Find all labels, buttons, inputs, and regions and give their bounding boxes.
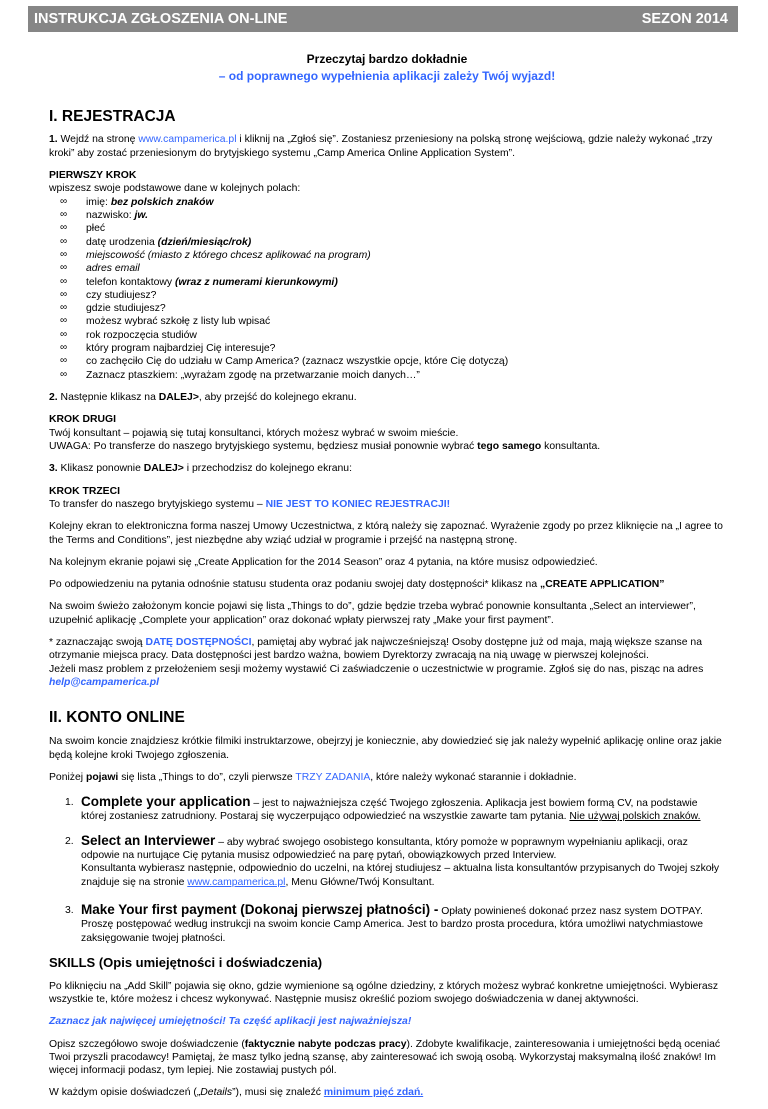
things-to-do-paragraph: Na swoim świeżo założonym koncie pojawi się lista „Things to do”, gdzie będzie trzeba wybrać ponownie konsultanta „Select an interviewer”, uzupełnić aplikację „Complete your application” oraz dokonać wpłaty pierwszej raty „Make your first payment”. bbox=[49, 601, 696, 626]
campamerica-link[interactable]: www.campamerica.pl bbox=[138, 134, 237, 146]
skills-description: Opisz szczegółowo swoje doświadczenie (faktycznie nabyte podczas pracy). Zdobyte kwalifikacje, zainteresowania i umiejętności będą oceniać Twoi przyszli pracodawcy! Pamiętaj, że masz tylko jedną szansę, aby zainteresować ich swoją osobą. Wykorzystaj maksymalną ilość znaków! Im więcej informacji podasz, tym lepiej. Nie zostawiaj pustych pól. bbox=[49, 1038, 721, 1077]
list-item: ∞ datę urodzenia (dzień/miesiąc/rok) bbox=[49, 236, 725, 249]
intro bbox=[49, 51, 725, 85]
things-to-do-intro: Poniżej pojawi się lista „Things to do”, czyli pierwsze TRZY ZADANIA, które należy wykonać starannie i dokładnie. bbox=[49, 771, 577, 783]
skills-title: SKILLS (Opis umiejętności i doświadczenia) bbox=[49, 954, 323, 970]
document-body bbox=[49, 44, 725, 1109]
list-item: ∞ imię: bez polskich znaków bbox=[49, 196, 725, 209]
krok-2-heading: KROK DRUGI bbox=[49, 414, 116, 426]
section-title-online-account: II. KONTO ONLINE bbox=[49, 709, 185, 727]
krok-3-block: KROK TRZECI To transfer do naszego brytyjskiego systemu – NIE JEST TO KONIEC REJESTRACJI! bbox=[49, 485, 725, 512]
list-item: ∞ rok rozpoczęcia studiów bbox=[49, 329, 725, 342]
krok-2-block: KROK DRUGI Twój konsultant – pojawią się tutaj konsultanci, których możesz wybrać w swoim mieście. UWAGA: Po transferze do naszego brytyjskiego systemu, będziesz musiał ponownie wybrać tego samego konsultanta. bbox=[49, 413, 725, 453]
create-application-paragraph: Na kolejnym ekranie pojawi się „Create Application for the 2014 Season” oraz 4 pytania, na które musisz odpowiedzieć. bbox=[49, 556, 598, 568]
list-item: ∞ telefon kontaktowy (wraz z numerami kierunkowymi) bbox=[49, 276, 725, 289]
skills-intro: Po kliknięciu na „Add Skill” pojawia się okno, gdzie wymienione są ogólne dziedziny, z których możesz wybrać konkretne umiejętności. Wybierasz wszystkie te, które możesz i chcesz wykonywać. Następnie musisz określić poziom swojego doświadczenia w danej aktywności. bbox=[49, 980, 719, 1005]
campamerica-link[interactable]: www.campamerica.pl bbox=[187, 876, 286, 888]
registration-step-3: 3. Klikasz ponownie DALEJ> i przechodzisz do kolejnego ekranu: bbox=[49, 463, 352, 475]
task-first-payment: 3. Make Your first payment (Dokonaj pierwszej płatności) - Opłaty powinieneś dokonać przez nasz system DOTPAY. Proszę postępować według instrukcji na swoim koncie Camp America. Jest to bardzo prosta procedura, która umożliwi natychmiastowe zaksięgowanie twojej płatności. bbox=[65, 902, 703, 944]
list-item: ∞ czy studiujesz? bbox=[49, 289, 725, 302]
list-item: ∞ który program najbardziej Cię interesuje? bbox=[49, 342, 725, 355]
task-complete-application: 1. Complete your application – jest to najważniejsza część Twojego zgłoszenia. Aplikacja jest bowiem formą CV, na podstawie której zostaniesz zatrudniony. Postaraj się wyczerpująco odpowiedzieć na wszystkie zawarte tam pytania. Nie używaj polskich znaków. bbox=[65, 794, 701, 823]
krok-1-heading: PIERWSZY KROK bbox=[49, 170, 137, 182]
terms-paragraph: Kolejny ekran to elektroniczna forma naszej Umowy Uczestnictwa, z którą należy się zapoznać. Wyrażenie zgody po przez kliknięcie na „I agree to the Terms and Conditions”, jest niezbędne aby wziąć udział w programie i przejść na następną stronę. bbox=[49, 521, 723, 546]
skills-highlight: Zaznacz jak najwięcej umiejętności! Ta część aplikacji jest najważniejsza! bbox=[49, 1016, 412, 1028]
availability-note: * zaznaczając swoją DATĘ DOSTĘPNOŚCI, pamiętaj aby wybrać jak najwcześniejszą! Osoby dostępne już od maja, mają większe szanse na otrzymanie miejsca pracy. Data dostępności jest bardzo ważna, bowiem Dyrektorzy zwracają na nią uwagę w pierwszej kolejności. Jeżeli masz problem z przełożeniem sesji możemy wystawić Ci zaświadczenie o uczestnictwie w programie. Zgłoś się do nas, pisząc na adres help@campamerica.pl bbox=[49, 637, 704, 689]
list-item: ∞ płeć bbox=[49, 222, 725, 235]
list-item: ∞ Zaznacz ptaszkiem: „wyrażam zgodę na przetwarzanie moich danych…” bbox=[49, 369, 725, 382]
list-item: ∞ co zachęciło Cię do udziału w Camp America? (zaznacz wszystkie opcje, które Cię dotyczą) bbox=[49, 355, 725, 368]
intro-line-2: – od poprawnego wypełnienia aplikacji zależy Twój wyjazd! bbox=[218, 68, 556, 83]
field-list bbox=[49, 196, 725, 382]
skills-minimum: W każdym opisie doświadczeń („Details”), musi się znaleźć minimum pięć zdań. bbox=[49, 1087, 424, 1099]
list-item: ∞ miejscowość (miasto z którego chcesz aplikować na program) bbox=[49, 249, 725, 262]
help-email-link[interactable]: help@campamerica.pl bbox=[49, 677, 160, 689]
krok-1-intro: wpiszesz swoje podstawowe dane w kolejnych polach: bbox=[49, 183, 301, 195]
list-item: ∞ gdzie studiujesz? bbox=[49, 302, 725, 315]
student-status-paragraph: Po odpowiedzeniu na pytania odnośnie statusu studenta oraz podaniu swojej daty dostępności* klikasz na „CREATE APPLICATION” bbox=[49, 579, 665, 591]
warning-text: NIE JEST TO KONIEC REJESTRACJI! bbox=[265, 498, 451, 510]
list-item: ∞ adres email bbox=[49, 262, 725, 275]
section-title-registration: I. REJESTRACJA bbox=[49, 107, 176, 125]
intro-line-1: Przeczytaj bardzo dokładnie bbox=[306, 52, 468, 66]
krok-3-heading: KROK TRZECI bbox=[49, 485, 120, 497]
header-banner bbox=[28, 6, 738, 32]
online-account-intro: Na swoim koncie znajdziesz krótkie filmiki instruktarzowe, obejrzyj je koniecznie, aby dowiedzieć się jak należy wypełnić aplikację online oraz jakie będą kolejne kroki Twojego zgłoszenia. bbox=[49, 736, 722, 761]
registration-step-2: 2. Następnie klikasz na DALEJ>, aby przejść do kolejnego ekranu. bbox=[49, 392, 357, 404]
list-item: ∞ nazwisko: jw. bbox=[49, 209, 725, 222]
header-title: INSTRUKCJA ZGŁOSZENIA ON-LINE bbox=[34, 10, 288, 27]
header-season: SEZON 2014 bbox=[641, 10, 728, 27]
task-select-interviewer: 2. Select an Interviewer – aby wybrać swojego osobistego konsultanta, który pomoże w poprawnym wypełnianiu aplikacji, oraz odpowie na nurtujące Cię pytania musisz odpowiedzieć na parę pytań, obowiązkowych przed Interview. Konsultanta wybierasz następnie, odpowiednio do uczelni, na której studiujesz – aktualna lista konsultantów przypisanych do Twojej szkoły znajduje się na stronie www.campamerica.pl, Menu Główne/Twój Konsultant. bbox=[65, 832, 720, 888]
registration-step-1: 1. Wejdź na stronę www.campamerica.pl i kliknij na „Zgłoś się”. Zostaniesz przeniesiony na polską stronę wejściową, gdzie należy wykonać „trzy kroki” aby zostać przeniesionym do brytyjskiego systemu „Camp America Online Application System”. bbox=[49, 134, 713, 159]
list-item: ∞ możesz wybrać szkołę z listy lub wpisać bbox=[49, 315, 725, 328]
